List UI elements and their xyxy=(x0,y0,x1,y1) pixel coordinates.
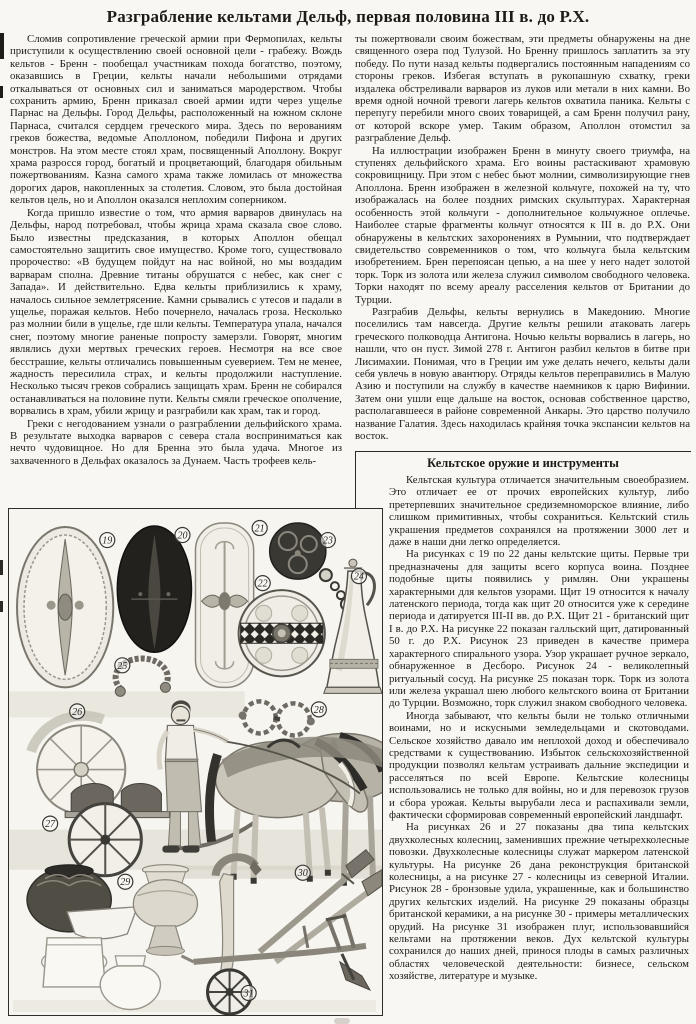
sidebar-paragraph-1: Кельтская культура отличается значительным своеобразием. Это отличает ее от прочих европейских культур, либо претерпевших значительное средиземноморское влияние, либо слишком примитивных, чтобы сохраниться. Кельтский стиль украшения предметов сохранялся на протяжении 3000 лет и даже в наши дни легко определяется. xyxy=(389,474,689,549)
shield-21-drawing xyxy=(196,523,254,687)
figure-label-21: 21 xyxy=(254,523,265,535)
page-number-smudge xyxy=(334,1018,350,1024)
figure-label-28: 28 xyxy=(313,704,324,716)
figure-label-22: 22 xyxy=(257,578,268,590)
scan-artifact xyxy=(0,86,3,98)
ground-wash xyxy=(9,691,245,717)
figure-label-25: 25 xyxy=(117,660,128,672)
figure-label-30: 30 xyxy=(297,868,308,880)
paragraph-left-1: Сломив сопротивление греческой армии при Фермопилах, кельты приступили к осуществлению своей основной цели - грабежу. Вождь кельтов - Бренн - пообещал участникам похода богатство, поэтому, оказавшись в Греции, кельты начали небольшими отрядами откалываться от основных сил и заниматься мародерством. Чтобы сохранить армию, Бренн приказал своей армии идти через ущелье Парнас на Дельфы. Город Дельфы, расположенный на южном склоне Парнаса, считался сердцем греческого мира. Здесь по верованиям греков божества, ведомые Аполлоном, победили Пифона и других монстров. На этом месте стоял храм, посвященный Аполлону. Вокруг храма разросся город, богатый и процветающий, благодаря обильным пожертвованиям. Казна самого храма также ломилась от множества дорогих даров, накопленных за столетия. Словом, это была достойная кельтов цель, но и Аполлон оказался неплохим соперником. xyxy=(10,33,342,207)
plow-31-drawing xyxy=(181,914,370,1014)
figure-label-20: 20 xyxy=(177,530,188,542)
figure-label-27: 27 xyxy=(45,819,56,831)
bits-28-drawing xyxy=(239,701,315,735)
sidebar-paragraph-3: Иногда забывают, что кельты были не только отличными воинами, но и искусными земледельцами и скотоводами. Сельское хозяйство давало им неплохой доход и обеспечивало средствами к существованию. Избыток сельскохозяйственной продукции позволял кельтам устраивать дальние экспедиции и расселяться по всей Европе. Кельтские колесницы использовались не только для войны, но и для перевозок грузов и сбора урожая. Кельты вырубали леса и распахивали земли, фактически сформировав современный европейский ландшафт. xyxy=(389,709,689,821)
paragraph-right-3: Разграбив Дельфы, кельты вернулись в Македонию. Многие поселились там навсегда. Другие кельты решили атаковать лагерь греческого полководца Антигона. Ночью кельты ворвались в лагерь, но нашли, что он пуст. Зимой 278 г. Антигон разбил кельтов в битве при Лисимахии. Понимая, что в Греции им уже делать нечего, кельты дали себя увлечь в новую авантюру. Отряды кельтов переправились в Малую Азию и поступили на службу в качестве наемников к царю Вифинии. Затем они ушли еще дальше на восток, основав собственное царство, располагавшееся в районе современной Анкары. Это царство получило название Галатия. Здесь находилась крайняя точка экспансии кельтов на восток. xyxy=(355,305,690,442)
paragraph-right-1: ты пожертвовали своим божествам, эти предметы обнаружены на дне священного озера под Тулузой. Но Бренну пришлось заплатить за эту победу. По пути назад кельты подвергались постоянным нападениям со стороны греков. Избегая вступать в рукопашную схватку, греки издалека обстреливали варваров из луков или метали в них камни. Во время одной ночной тревоги лагерь кельтов охватила паника. Кельты с перепугу перебили много своих товарищей, а сам Бренн получил рану, от которой вскоре умер. Таким образом, Аполлон отомстил за разграбление Дельф. xyxy=(355,33,690,145)
paragraph-left-3: Греки с негодованием узнали о разграблении дельфийского храма. В результате выходка варваров с севера стала восприниматься как нечто чудовищное. Но для Бренна это была удача. Многое из захваченного в Дельфах оказалось за Дунаем. Часть трофеев кель- xyxy=(10,417,342,467)
ground-wash xyxy=(13,1000,376,1012)
scan-artifact xyxy=(0,601,3,612)
shield-20-drawing xyxy=(117,526,191,652)
page-title: Разграбление кельтами Дельф, первая половина III в. до Р.Х. xyxy=(106,7,590,26)
illustration-box xyxy=(8,508,383,1016)
figure-label-23: 23 xyxy=(322,535,333,547)
article-right-column xyxy=(355,33,690,447)
paragraph-right-2: На иллюстрации изображен Бренн в минуту своего триумфа, на ступенях дельфийского храма. Его воины растаскивают храмовую сокровищницу. При этом с небес бьют молнии, символизирующие гнев Аполлона. Бренн изображен в железной кольчуге, похожей на ту, что изображалась на более поздних римских скульптурах. Характерная особенность этой кольчуги - дополнительное кольчужное оплечье. Наиболее старые фрагменты кольчуг относятся к III в. до Р.Х. Они обнаружены в кельтских захоронениях в Румынии, что подтверждает свидетельство современников о том, что кольчуга была кельтским изобретением. Брен перепоясан цепью, а на шее у него надет золотой торк. Торк из золота или железа служил символом свободного человека. Торки находят по всему ареалу расселения кельтов от Британии до Турции. xyxy=(355,144,690,306)
figure-label-31: 31 xyxy=(243,988,254,1000)
paragraph-left-2: Когда пришло известие о том, что армия варваров двинулась на Дельфы, народ потребовал, чтобы жрица храма сказала свое слово. Было известны предсказания, в которых Аполлон обещал самостоятельно защитить свое имущество. Кроме того, существовало пророчество: «В будущем пойдут на нас войной, но мы воздадим варварам сполна. Древние титаны обрушатся с небес, как снег с Запада». И действительно. Едва кельты приблизились к храму, началось сильное землетрясение. Камни срывались с утесов и падали в ущелье, поражая кельтов. Небо почернело, началась гроза. Несколько раз молнии били в ущелье, где шли кельты. Температура упала, начался снег, поэтому многие раненые попросту замерзли. Говорят, многим являлись духи мертвых греческих героев. Несмотря на все свое бесстрашие, кельты отличались повышенным суеверием. Тем не менее, жадность пересилила страх, и кельты продолжили наступление. Несколько тысяч греков собрались защищать храм. Бренн не собирался останавливаться на половине пути. Кельты смяли греческое ополчение, ворвались в храм, убили жрицу и разграбили как храм, так и город. xyxy=(10,206,342,418)
sidebar-text xyxy=(389,474,689,1020)
pottery-29-drawing xyxy=(27,865,197,1010)
figure-label-26: 26 xyxy=(72,706,83,718)
sidebar-paragraph-2: На рисунках с 19 по 22 даны кельтские щиты. Первые три предназначены для защиты всего корпуса воина. Позднее подобные щиты появились у римлян. Они украшены характерными для кельтов узорами. Щит 19 относится к началу латенского периода, тогда как щит 20 относится уже к середине периода и датируется III-II вв. до Р.Х. Щит 21 - британский щит I в. до Р.Х. На рисунке 22 показан галльский щит, датированный 50 г. до Р.Х. Рисунок 23 приведен в качестве примера характерного спирального узора. Узор украшает ручное зеркало, обнаруженное в Десборо. Рисунок 24 - великолепный ритуальный сосуд. На рисунке 25 показан торк. Торк из золота или железа украшал шею любого кельтского воина от Британии до Турции. Возможно, торк служил знаком свободного человека. xyxy=(389,548,689,710)
shield-19-drawing xyxy=(17,527,113,687)
figure-label-29: 29 xyxy=(120,877,131,889)
article-left-column xyxy=(10,33,342,510)
sidebar-paragraph-4: На рисунках 26 и 27 показаны два типа кельтских двухколесных колесниц, заменивших прежние четырехколесные повозки. Двухколесные колесницы служат маркером латенской культуры. На рисунке 26 дана реконструкция британской колесницы, а на рисунке 27 - колесницы из северной Италии. Рисунок 28 - бронзовые удила, украшенные, как и большинство других кельтских изделий. На рисунке 29 показаны образцы британской керамики, а на рисунке 30 - примеры металлических орудий. На рисунке 31 изображен плуг, использовавшийся кельтами на протяжении веков. Дух кельтской культуры сохранился до наших дней, принося плоды в самых различных областях человеческой деятельности: бизнесе, сельском хозяйстве, литературе и музыке. xyxy=(389,821,689,983)
shield-22-drawing xyxy=(239,590,325,676)
celtic-artifacts-illustration xyxy=(9,509,382,1015)
sidebar-title: Кельтское оружие и инструменты xyxy=(427,456,619,470)
scan-artifact xyxy=(0,33,4,59)
figure-label-24: 24 xyxy=(353,571,364,583)
scan-artifact xyxy=(0,560,3,575)
sidebar-border-top xyxy=(355,451,691,452)
figure-label-19: 19 xyxy=(102,535,113,547)
